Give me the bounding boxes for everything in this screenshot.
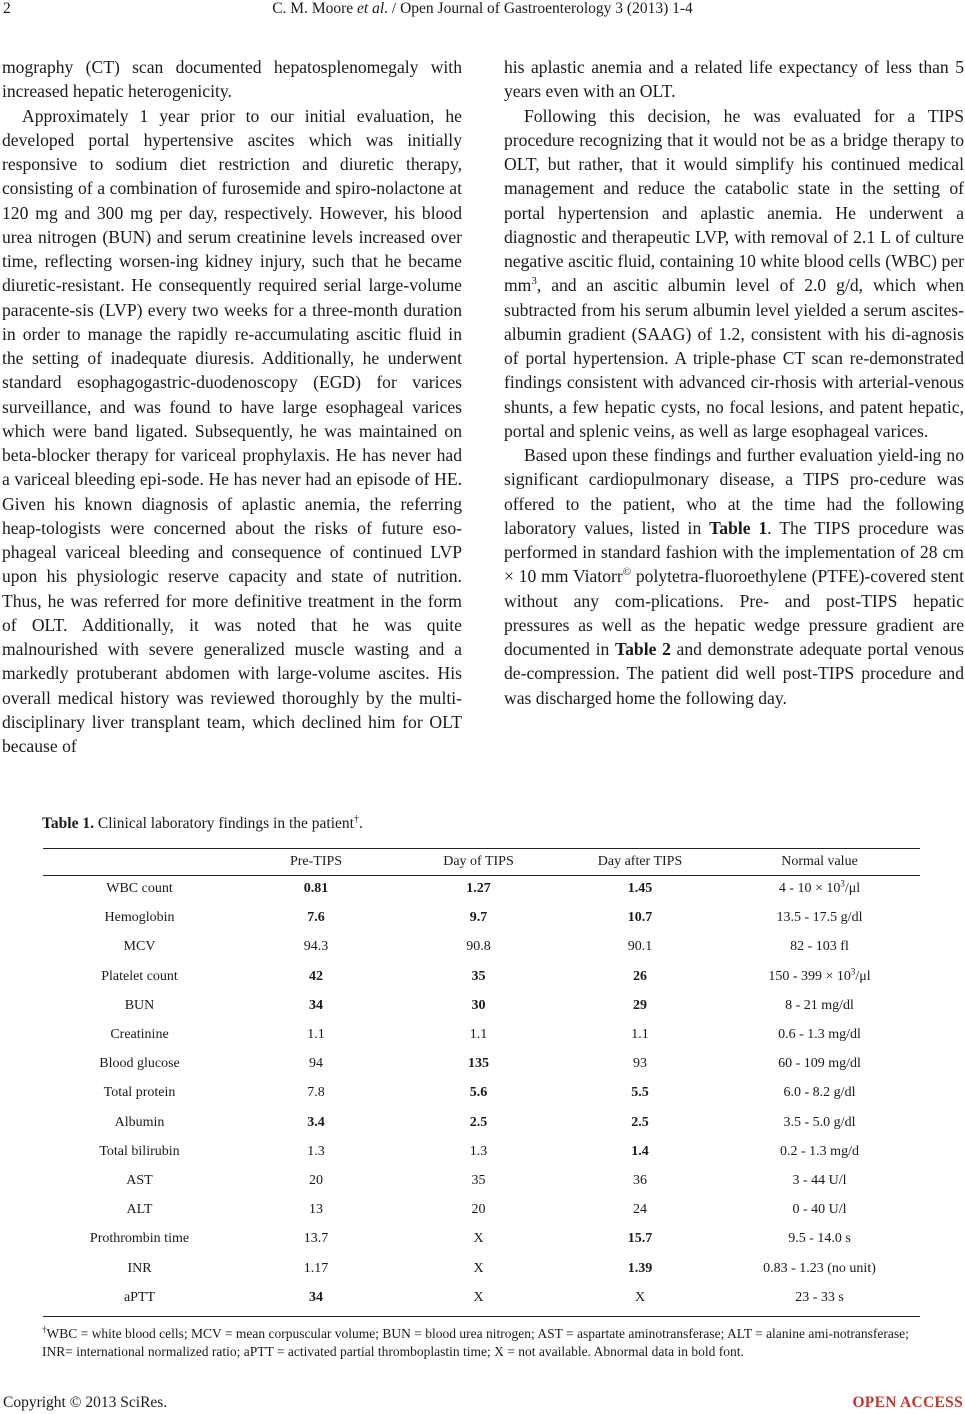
table-cell-pre: 1.3 (307, 1143, 325, 1159)
right-paragraph-2-text-b: , and an ascitic albumin level of 2.0 g/d, which when subtracted from his serum albumin level yielded a serum ascites-albumin gradient (SAAG) of 1.2, consistent with his di-agnosis of portal hypertension. A triple-phase CT scan re-demonstrated findings consistent with advanced cir-rhosis with arterial-venous shunts, a few hepatic cysts, no focal lesions, and patent hepatic, portal and splenic veins, as well as large esophageal varices. (504, 275, 964, 441)
table-cell-after: 24 (633, 1202, 647, 1218)
table-cell-day: 1.3 (469, 1143, 488, 1159)
running-head-etal: et al (357, 0, 385, 17)
normal-value (719, 1173, 920, 1189)
table-caption-end: . (358, 815, 363, 832)
column-header: Normal value (781, 854, 858, 869)
table-cell-pre: 34 (309, 1289, 323, 1305)
row-label: Blood glucose (99, 1056, 180, 1072)
normal-value (719, 910, 920, 926)
normal-value-text: 0.83 - 1.23 (no unit) (763, 1260, 876, 1276)
normal-value-text: 8 - 21 mg/dl (785, 997, 854, 1013)
copyright-notice: Copyright © 2013 SciRes. (3, 1394, 168, 1411)
table-cell-after: X (634, 1289, 646, 1305)
left-column (2, 55, 462, 758)
right-paragraph-2-text-a: Following this decision, he was evaluated for a TIPS procedure recognizing that it would not be as a bridge therapy to OLT, but rather, that it would simplify his continued medical management and reduce the catabolic state in the setting of portal hypertension and aplastic anemia. He underwent a diagnostic and therapeutic LVP, with removal of 2.1 L of culture negative ascitic fluid, containing 10 white blood cells (WBC) per mm (504, 105, 964, 296)
table-cell-day: 35 (471, 1173, 486, 1188)
normal-value-unit: /μl (855, 968, 871, 984)
normal-value (719, 1056, 920, 1072)
row-label: AST (126, 1173, 153, 1188)
table-cell-day: X (473, 1260, 484, 1276)
table-cell-pre: 0.81 (303, 881, 329, 896)
table-row (43, 904, 920, 933)
table-cell-pre: 7.6 (307, 910, 325, 926)
right-paragraph-3 (504, 443, 964, 710)
table-cell-after: 90.1 (627, 939, 653, 955)
table-cell-after: 93 (633, 1056, 647, 1072)
column-header: Day of TIPS (443, 854, 514, 869)
page-number: 2 (3, 0, 11, 17)
row-label: Prothrombin time (89, 1231, 190, 1247)
table-row (43, 1109, 920, 1138)
superscript: 3 (531, 275, 537, 288)
table-cell-day: 1.1 (469, 1027, 488, 1042)
table-row (43, 1138, 920, 1167)
table-cell-pre: 94 (309, 1056, 323, 1072)
table-row (43, 1255, 920, 1284)
table-cell-after: 10.7 (627, 910, 653, 926)
right-paragraph-2 (504, 104, 964, 444)
normal-value (719, 1202, 920, 1218)
table-cell-after: 1.39 (627, 1260, 653, 1276)
table-cell-day: 135 (468, 1056, 489, 1072)
normal-value (719, 998, 920, 1014)
right-paragraph-3-text-a: Based upon these findings and further evaluation yield-ing no significant cardiopulmonary disease, a TIPS pro-cedure was offered to the patient, who at the time had the following laboratory values, listed in (504, 445, 964, 538)
normal-value-text: 23 - 33 s (795, 1289, 844, 1305)
table-row (43, 992, 920, 1021)
normal-value-text: 0.2 - 1.3 mg/d (780, 1143, 859, 1159)
table-cell-after: 36 (633, 1173, 647, 1188)
table-cell-pre: 13 (309, 1202, 323, 1218)
table-row (43, 963, 920, 992)
row-label: Albumin (114, 1114, 165, 1130)
table-row (43, 933, 920, 962)
table-row (43, 1225, 920, 1254)
left-paragraph-2: Approximately 1 year prior to our initial evaluation, he developed portal hypertensive ascites which was initially responsive to sodium diet restriction and diuretic therapy, consisting of a combination of furosemide and spiro-nolactone at 120 mg and 300 mg per day, respectively. However, his blood urea nitrogen (BUN) and serum creatinine levels increased over time, reflecting worsen-ing kidney injury, such that he became diuretic-resistant. He consequently required serial large-volume paracente-sis (LVP) every two weeks for a three-month duration in order to manage the rapidly re-accumulating ascitic fluid in the setting of inadequate diuresis. Additionally, he underwent standard esophagogastric-duodenoscopy (EGD) for varices surveillance, and was found to have large esophageal varices which were band ligated. Subsequently, he was maintained on beta-blocker therapy for variceal prophylaxis. He has never had a variceal bleeding epi-sode. He has never had an episode of HE. Given his known diagnosis of aplastic anemia, the referring heap-tologists were concerned about the risks of future eso-phageal variceal bleeding and consequence of continued LVP upon his physiologic reserve capacity and state of nutrition. Thus, he was referred for more definitive treatment in the form of OLT. Additionally, it was noted that he was quite malnourished with severe generalized muscle wasting and a markedly protuberant abdomen with large-volume ascites. His overall medical history was reviewed thoroughly by the multi-disciplinary liver transplant team, which declined him for OLT because of (2, 105, 462, 756)
table-cell-pre: 42 (309, 968, 323, 984)
column-header: Pre-TIPS (289, 854, 343, 869)
table-cell-day: 35 (471, 968, 486, 984)
right-column (504, 55, 964, 710)
table-row (43, 875, 920, 904)
table-footnote (42, 1325, 922, 1361)
table-cell-pre: 3.4 (307, 1114, 325, 1130)
normal-value-exponent: 3 (850, 965, 856, 976)
running-head-journal: . / Open Journal of Gastroenterology 3 (2013) 1-4 (384, 0, 693, 17)
table-cell-day: 20 (471, 1202, 486, 1218)
table-2-reference[interactable]: Table 2 (615, 639, 671, 659)
normal-value-text: 60 - 109 mg/dl (778, 1056, 861, 1072)
row-label: INR (127, 1260, 152, 1276)
table-row (43, 1021, 920, 1050)
table-row (43, 1196, 920, 1225)
normal-value-text: 3.5 - 5.0 g/dl (783, 1114, 856, 1130)
normal-value-text: 0.6 - 1.3 mg/dl (778, 1027, 861, 1042)
table-cell-pre: 7.8 (307, 1085, 325, 1101)
column-header: Day after TIPS (597, 854, 683, 869)
normal-value (719, 1261, 920, 1277)
right-paragraph-3-text-c: polytetra-fluoroethylene (PTFE)-covered stent without any com-plications. Pre- and post-TIPS hepatic pressures as well as the hepatic wedge pressure gradient are documented in (504, 566, 964, 659)
table-cell-pre: 1.17 (303, 1260, 329, 1276)
row-label: aPTT (123, 1289, 156, 1305)
table-cell-pre: 1.1 (307, 1027, 325, 1042)
normal-value (719, 1115, 920, 1131)
footnote-text: WBC = white blood cells; MCV = mean corpuscular volume; BUN = blood urea nitrogen; AST = aspartate aminotransferase; ALT = alanine ami-notransferase; INR= international normalized ratio; aPTT = activated partial thromboplastin time; X = not available. Abnormal data in bold font. (42, 1326, 909, 1359)
footnote-dagger: † (42, 1324, 47, 1335)
table-row (43, 1050, 920, 1079)
table-row (43, 1167, 920, 1196)
table-cell-day: 90.8 (466, 939, 491, 955)
table-cell-day: X (473, 1231, 484, 1247)
table-caption-text: Clinical laboratory findings in the patient (93, 815, 354, 832)
table-cell-pre: 20 (309, 1173, 323, 1188)
table-row (43, 1284, 920, 1313)
row-label: BUN (124, 997, 155, 1013)
table-cell-after: 1.45 (627, 881, 653, 896)
running-head-authors: C. M. Moore (272, 0, 358, 17)
normal-value (719, 939, 920, 955)
row-label: Platelet count (101, 968, 178, 984)
table-cell-after: 29 (633, 997, 647, 1013)
row-label: MCV (123, 939, 156, 955)
table-cell-pre: 13.7 (303, 1231, 329, 1247)
table-cell-after: 2.5 (631, 1114, 649, 1130)
normal-value-text: 82 - 103 fl (790, 939, 849, 955)
row-label: Total protein (103, 1085, 176, 1101)
table-caption (42, 815, 363, 833)
table-row (43, 1079, 920, 1108)
table-caption-label: Table 1. (42, 815, 94, 832)
normal-value-text: 0 - 40 U/l (792, 1202, 847, 1218)
table-cell-day: 2.5 (469, 1114, 488, 1130)
table-cell-day: 30 (471, 997, 486, 1013)
row-label: Creatinine (110, 1027, 169, 1042)
open-access-label[interactable]: OPEN ACCESS (852, 1394, 963, 1411)
normal-value-exponent: 3 (840, 878, 845, 889)
normal-value-text: 150 - 399 × 10 (768, 968, 851, 984)
right-paragraph-1: his aplastic anemia and a related life expectancy of less than 5 years even with an OLT. (504, 57, 964, 102)
normal-value-text: 6.0 - 8.2 g/dl (783, 1085, 856, 1101)
table-cell-after: 26 (633, 968, 647, 984)
table-cell-after: 15.7 (627, 1231, 653, 1247)
right-paragraph-3-text-b: . The TIPS procedure was performed in standard fashion with the implementation of 28 cm × 10 mm Viatorr (504, 517, 964, 587)
normal-value-text: 3 - 44 U/l (792, 1173, 847, 1188)
normal-value (719, 1290, 920, 1306)
table-cell-pre: 34 (309, 997, 323, 1013)
page-header (0, 0, 965, 22)
normal-value-unit: /μl (844, 881, 861, 896)
row-label: WBC count (106, 881, 173, 896)
table-cell-after: 5.5 (631, 1085, 649, 1101)
table-cell-after: 1.4 (631, 1143, 649, 1159)
normal-value-text: 4 - 10 × 10 (778, 881, 841, 896)
normal-value (719, 1027, 920, 1043)
table-cell-after: 1.1 (631, 1027, 649, 1042)
table-cell-day: 9.7 (469, 910, 488, 926)
table-1-reference[interactable]: Table 1 (709, 517, 768, 538)
normal-value-text: 13.5 - 17.5 g/dl (776, 910, 863, 926)
normal-value (719, 1085, 920, 1101)
normal-value (719, 1144, 920, 1160)
row-label: Hemoglobin (104, 910, 175, 926)
table-header-row (43, 848, 920, 877)
normal-value (719, 1231, 920, 1247)
normal-value (719, 878, 920, 897)
row-label: Total bilirubin (99, 1143, 180, 1159)
row-label: ALT (126, 1202, 153, 1218)
right-paragraph-3-text-d: and demonstrate adequate portal venous de-compression. The patient did well post-TIPS procedure and was discharged home the following day. (504, 639, 965, 708)
copyright-superscript: © (622, 566, 632, 579)
left-paragraph-1: mography (CT) scan documented hepatosplenomegaly with increased hepatic heterogenicity. (2, 57, 462, 102)
table-bottom-rule (43, 1316, 920, 1317)
table-cell-pre: 94.3 (303, 939, 329, 955)
dagger-superscript: † (353, 813, 359, 825)
normal-value-text: 9.5 - 14.0 s (788, 1231, 851, 1247)
table-cell-day: 1.27 (466, 881, 491, 896)
running-head (0, 0, 965, 18)
table-cell-day: 5.6 (469, 1085, 488, 1101)
table-cell-day: X (473, 1289, 484, 1305)
normal-value (719, 965, 920, 985)
